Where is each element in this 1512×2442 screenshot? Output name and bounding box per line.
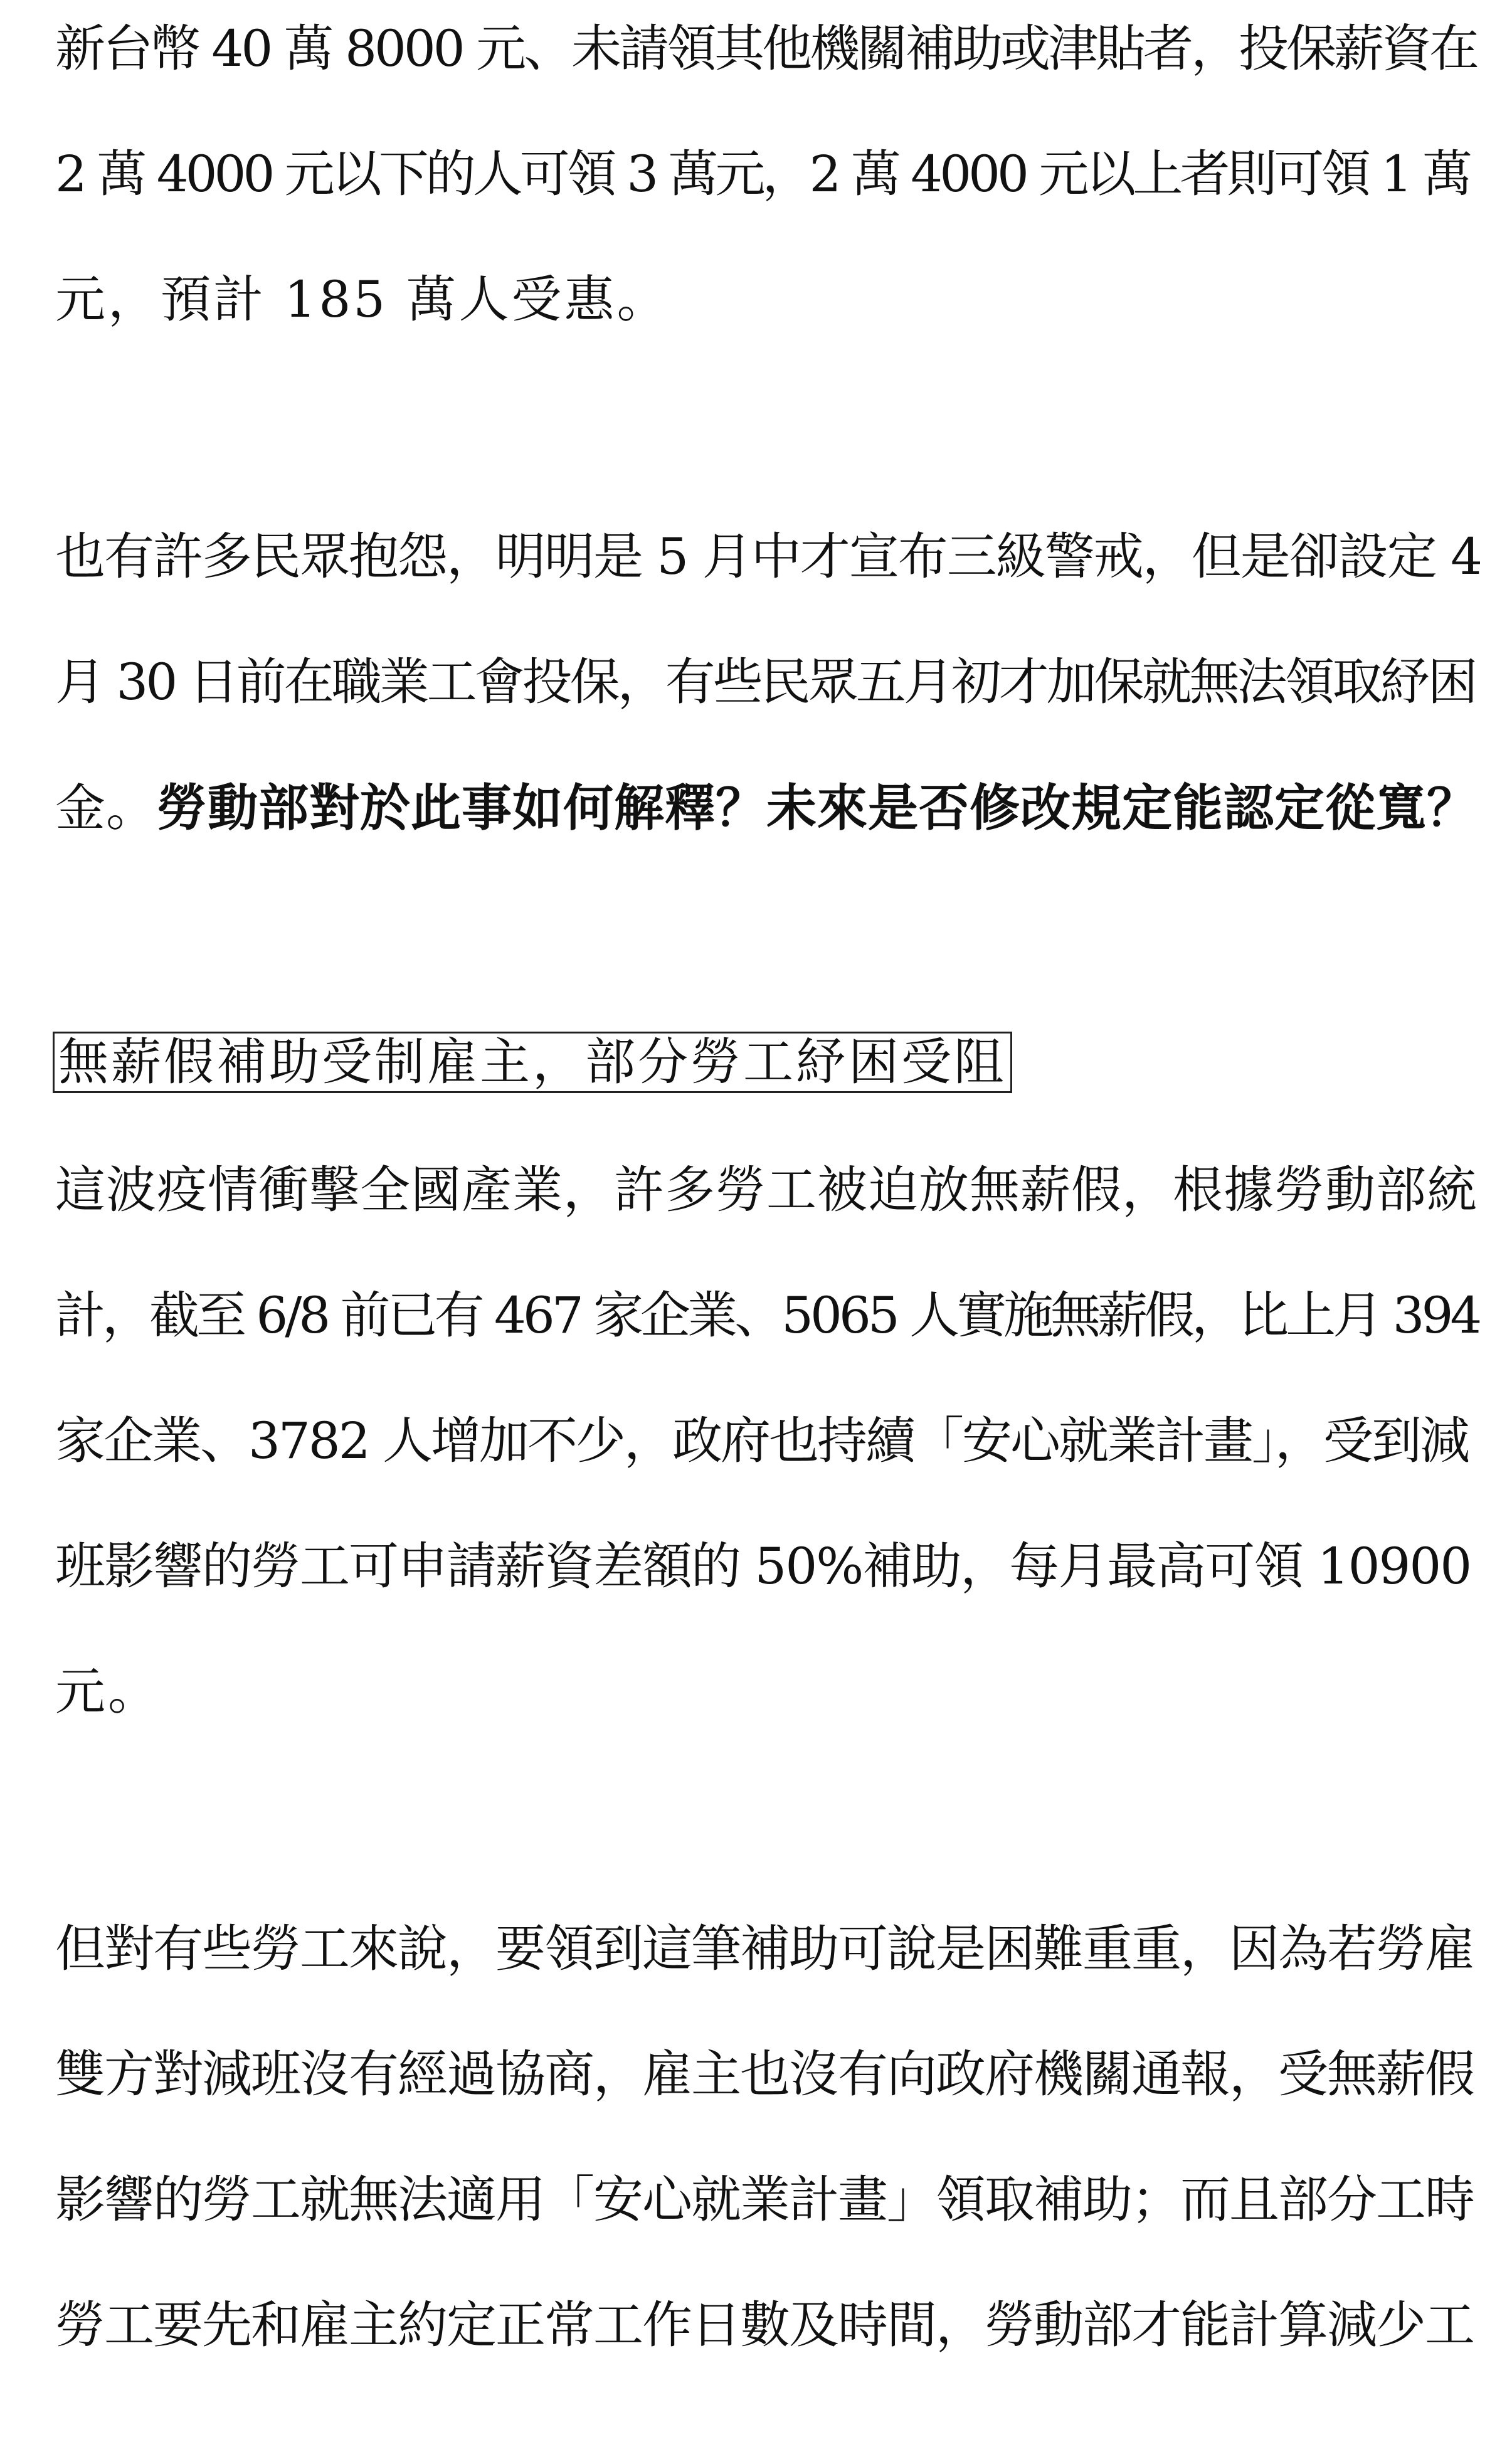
section-heading-text: 無薪假補助受制雇主，部分勞工紓困受阻	[53, 1032, 1012, 1093]
paragraph-2-line-3	[55, 776, 1478, 840]
paragraph-1-line-3: 元，預計 185 萬人受惠。	[55, 270, 670, 329]
paragraph-4-line-4: 勞工要先和雇主約定正常工作日數及時間，勞動部才能計算減少工	[55, 2296, 1474, 2354]
paragraph-3-line-2: 計，截至 6/8 前已有 467 家企業、5065 人實施無薪假，比上月 394	[55, 1286, 1479, 1345]
paragraph-3-line-3: 家企業、3782 人增加不少，政府也持續「安心就業計畫」，受到減	[55, 1412, 1469, 1470]
paragraph-4-line-2: 雙方對減班沒有經過協商，雇主也沒有向政府機關通報，受無薪假	[55, 2045, 1474, 2103]
paragraph-2-line-1: 也有許多民眾抱怨，明明是 5 月中才宣布三級警戒，但是卻設定 4	[55, 527, 1482, 586]
paragraph-2-bold-question: 勞動部對於此事如何解釋？未來是否修改規定能認定從寬？	[157, 778, 1478, 837]
paragraph-4-line-3: 影響的勞工就無法適用「安心就業計畫」領取補助；而且部分工時	[55, 2170, 1474, 2229]
paragraph-3-line-1: 這波疫情衝擊全國產業，許多勞工被迫放無薪假，根據勞動部統	[55, 1161, 1478, 1219]
paragraph-1-line-1: 新台幣 40 萬 8000 元、未請領其他機關補助或津貼者，投保薪資在	[55, 19, 1478, 78]
paragraph-1-line-2: 2 萬 4000 元以下的人可領 3 萬元，2 萬 4000 元以上者則可領 1 萬	[55, 145, 1470, 203]
paragraph-4-line-1: 但對有些勞工來說，要領到這筆補助可說是困難重重，因為若勞雇	[55, 1920, 1474, 1978]
paragraph-3-line-5: 元。	[55, 1662, 161, 1721]
paragraph-2-line-2: 月 30 日前在職業工會投保，有些民眾五月初才加保就無法領取紓困	[55, 653, 1476, 711]
paragraph-3-line-4: 班影響的勞工可申請薪資差額的 50%補助，每月最高可領 10900	[55, 1537, 1471, 1595]
paragraph-2-line-3-text: 金。	[55, 779, 157, 837]
section-heading	[53, 1031, 1012, 1094]
